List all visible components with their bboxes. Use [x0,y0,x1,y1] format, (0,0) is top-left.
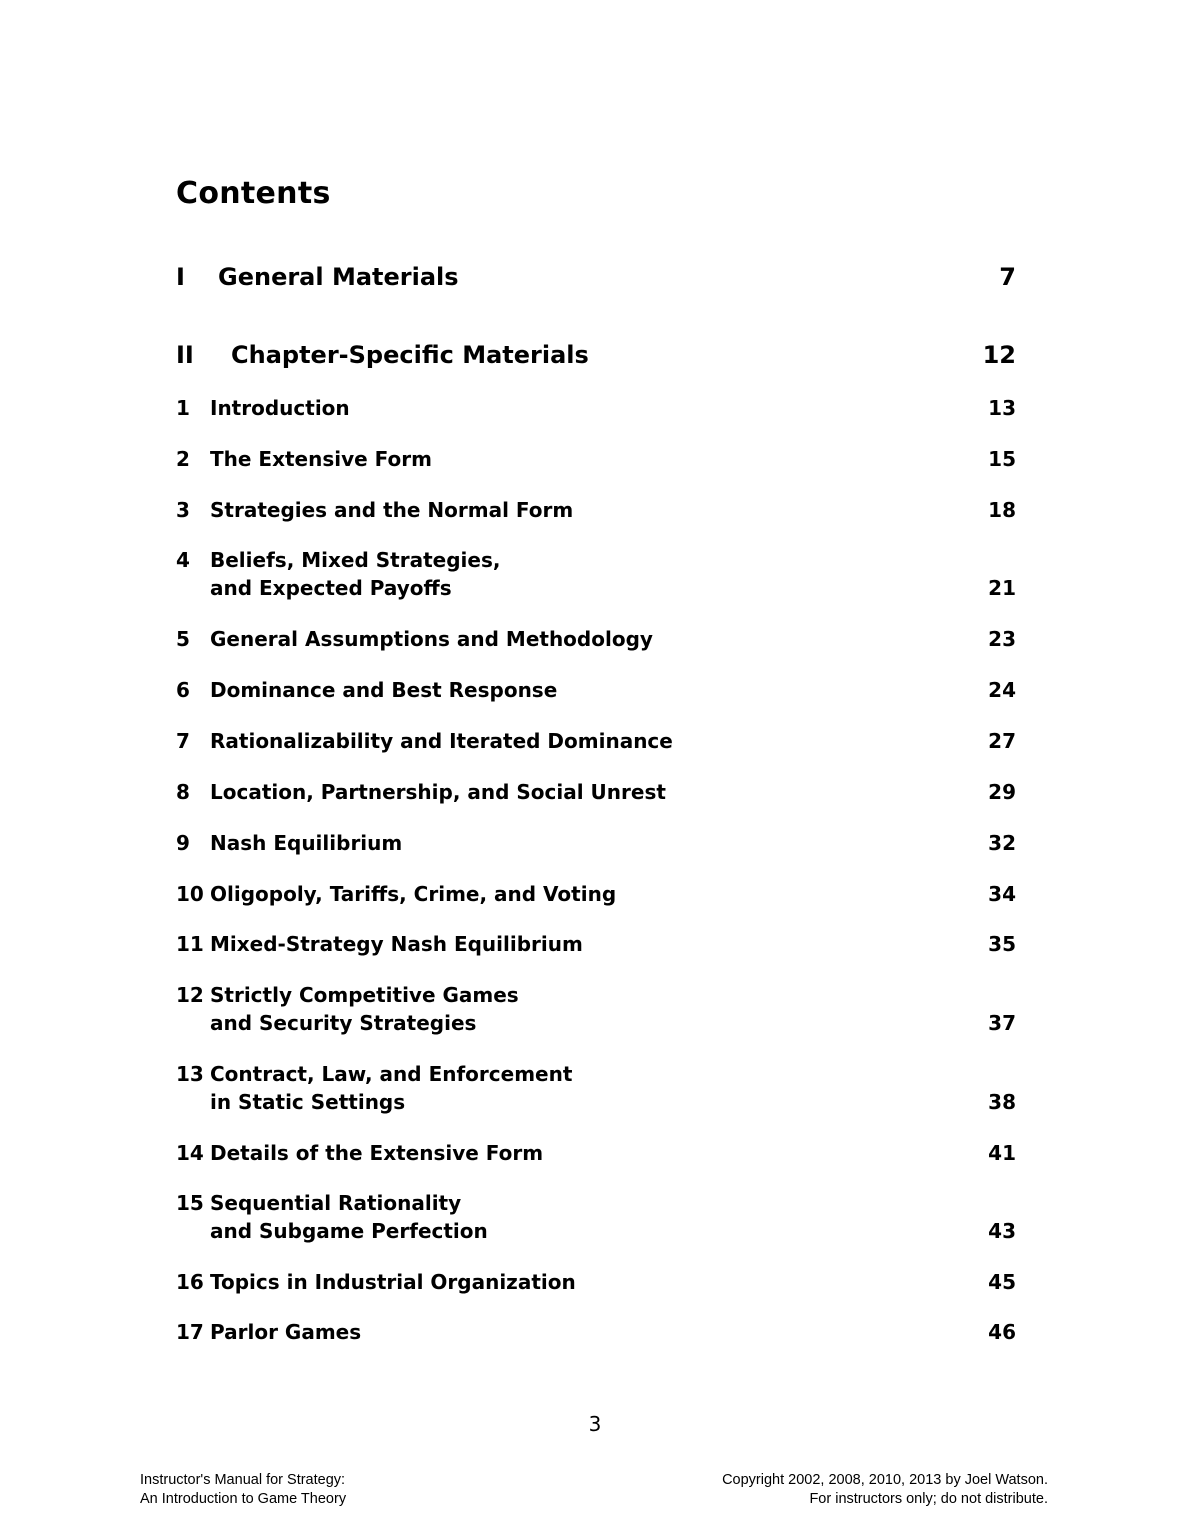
footer-book-title-line2: An Introduction to Game Theory [140,1491,347,1507]
chapter-title: Details of the Extensive Form [210,1141,544,1165]
chapter-page-number: 15 [988,447,1016,471]
chapter-number: 11 [176,932,204,956]
chapter-title: Topics in Industrial Organization [210,1270,576,1294]
chapter-number: 12 [176,983,204,1007]
chapter-number: 14 [176,1141,204,1165]
chapter-title: Oligopoly, Tariffs, Crime, and Voting [210,882,617,906]
chapter-page-number: 32 [988,831,1016,855]
chapter-number: 2 [176,447,190,471]
chapter-title-continued: in Static Settings [210,1090,406,1114]
chapter-title: Mixed-Strategy Nash Equilibrium [210,932,583,956]
chapter-number: 4 [176,548,190,572]
chapter-number: 7 [176,729,190,753]
chapter-title-continued: and Security Strategies [210,1011,477,1035]
part-number: I [176,263,185,291]
chapter-title: Beliefs, Mixed Strategies, [210,548,501,572]
chapter-title: Dominance and Best Response [210,678,558,702]
part-number: II [176,341,194,369]
chapter-title-continued: and Subgame Perfection [210,1219,488,1243]
chapter-number: 1 [176,396,190,420]
chapter-number: 16 [176,1270,204,1294]
chapter-page-number: 21 [988,576,1016,600]
footer-book-title-line1: Instructor's Manual for Strategy: [140,1472,346,1488]
chapter-page-number: 27 [988,729,1016,753]
chapter-page-number: 43 [988,1219,1016,1243]
chapter-page-number: 35 [988,932,1016,956]
chapter-page-number: 38 [988,1090,1016,1114]
chapter-title: Location, Partnership, and Social Unrest [210,780,666,804]
part-page-number: 7 [999,263,1016,291]
page-title: Contents [176,176,331,211]
chapter-title: Parlor Games [210,1320,362,1344]
chapter-title: Nash Equilibrium [210,831,403,855]
footer-copyright [722,1471,1048,1509]
chapter-page-number: 45 [988,1270,1016,1294]
chapter-number: 5 [176,627,190,651]
chapter-number: 17 [176,1320,204,1344]
footer-copyright-line1: Copyright 2002, 2008, 2010, 2013 by Joel Watson. [722,1472,1048,1488]
chapter-page-number: 29 [988,780,1016,804]
part-page-number: 12 [982,341,1016,369]
chapter-number: 3 [176,498,190,522]
footer-copyright-line2: For instructors only; do not distribute. [809,1491,1048,1507]
chapter-number: 6 [176,678,190,702]
page-number: 3 [588,1412,602,1436]
chapter-title-continued: and Expected Payoffs [210,576,452,600]
chapter-page-number: 37 [988,1011,1016,1035]
chapter-page-number: 13 [988,396,1016,420]
chapter-title: The Extensive Form [210,447,432,471]
chapter-page-number: 46 [988,1320,1016,1344]
part-title: Chapter-Specific Materials [231,341,589,369]
chapter-title: Strategies and the Normal Form [210,498,574,522]
chapter-title: Contract, Law, and Enforcement [210,1062,573,1086]
chapter-page-number: 34 [988,882,1016,906]
chapter-title: Sequential Rationality [210,1191,462,1215]
chapter-page-number: 23 [988,627,1016,651]
chapter-title: Introduction [210,396,350,420]
chapter-number: 10 [176,882,204,906]
chapter-number: 13 [176,1062,204,1086]
chapter-number: 8 [176,780,190,804]
chapter-title: Rationalizability and Iterated Dominance [210,729,673,753]
chapter-title: General Assumptions and Methodology [210,627,653,651]
chapter-title: Strictly Competitive Games [210,983,519,1007]
chapter-page-number: 24 [988,678,1016,702]
chapter-number: 9 [176,831,190,855]
footer-book-title [140,1471,346,1509]
chapter-page-number: 41 [988,1141,1016,1165]
chapter-number: 15 [176,1191,204,1215]
chapter-page-number: 18 [988,498,1016,522]
part-title: General Materials [218,263,459,291]
